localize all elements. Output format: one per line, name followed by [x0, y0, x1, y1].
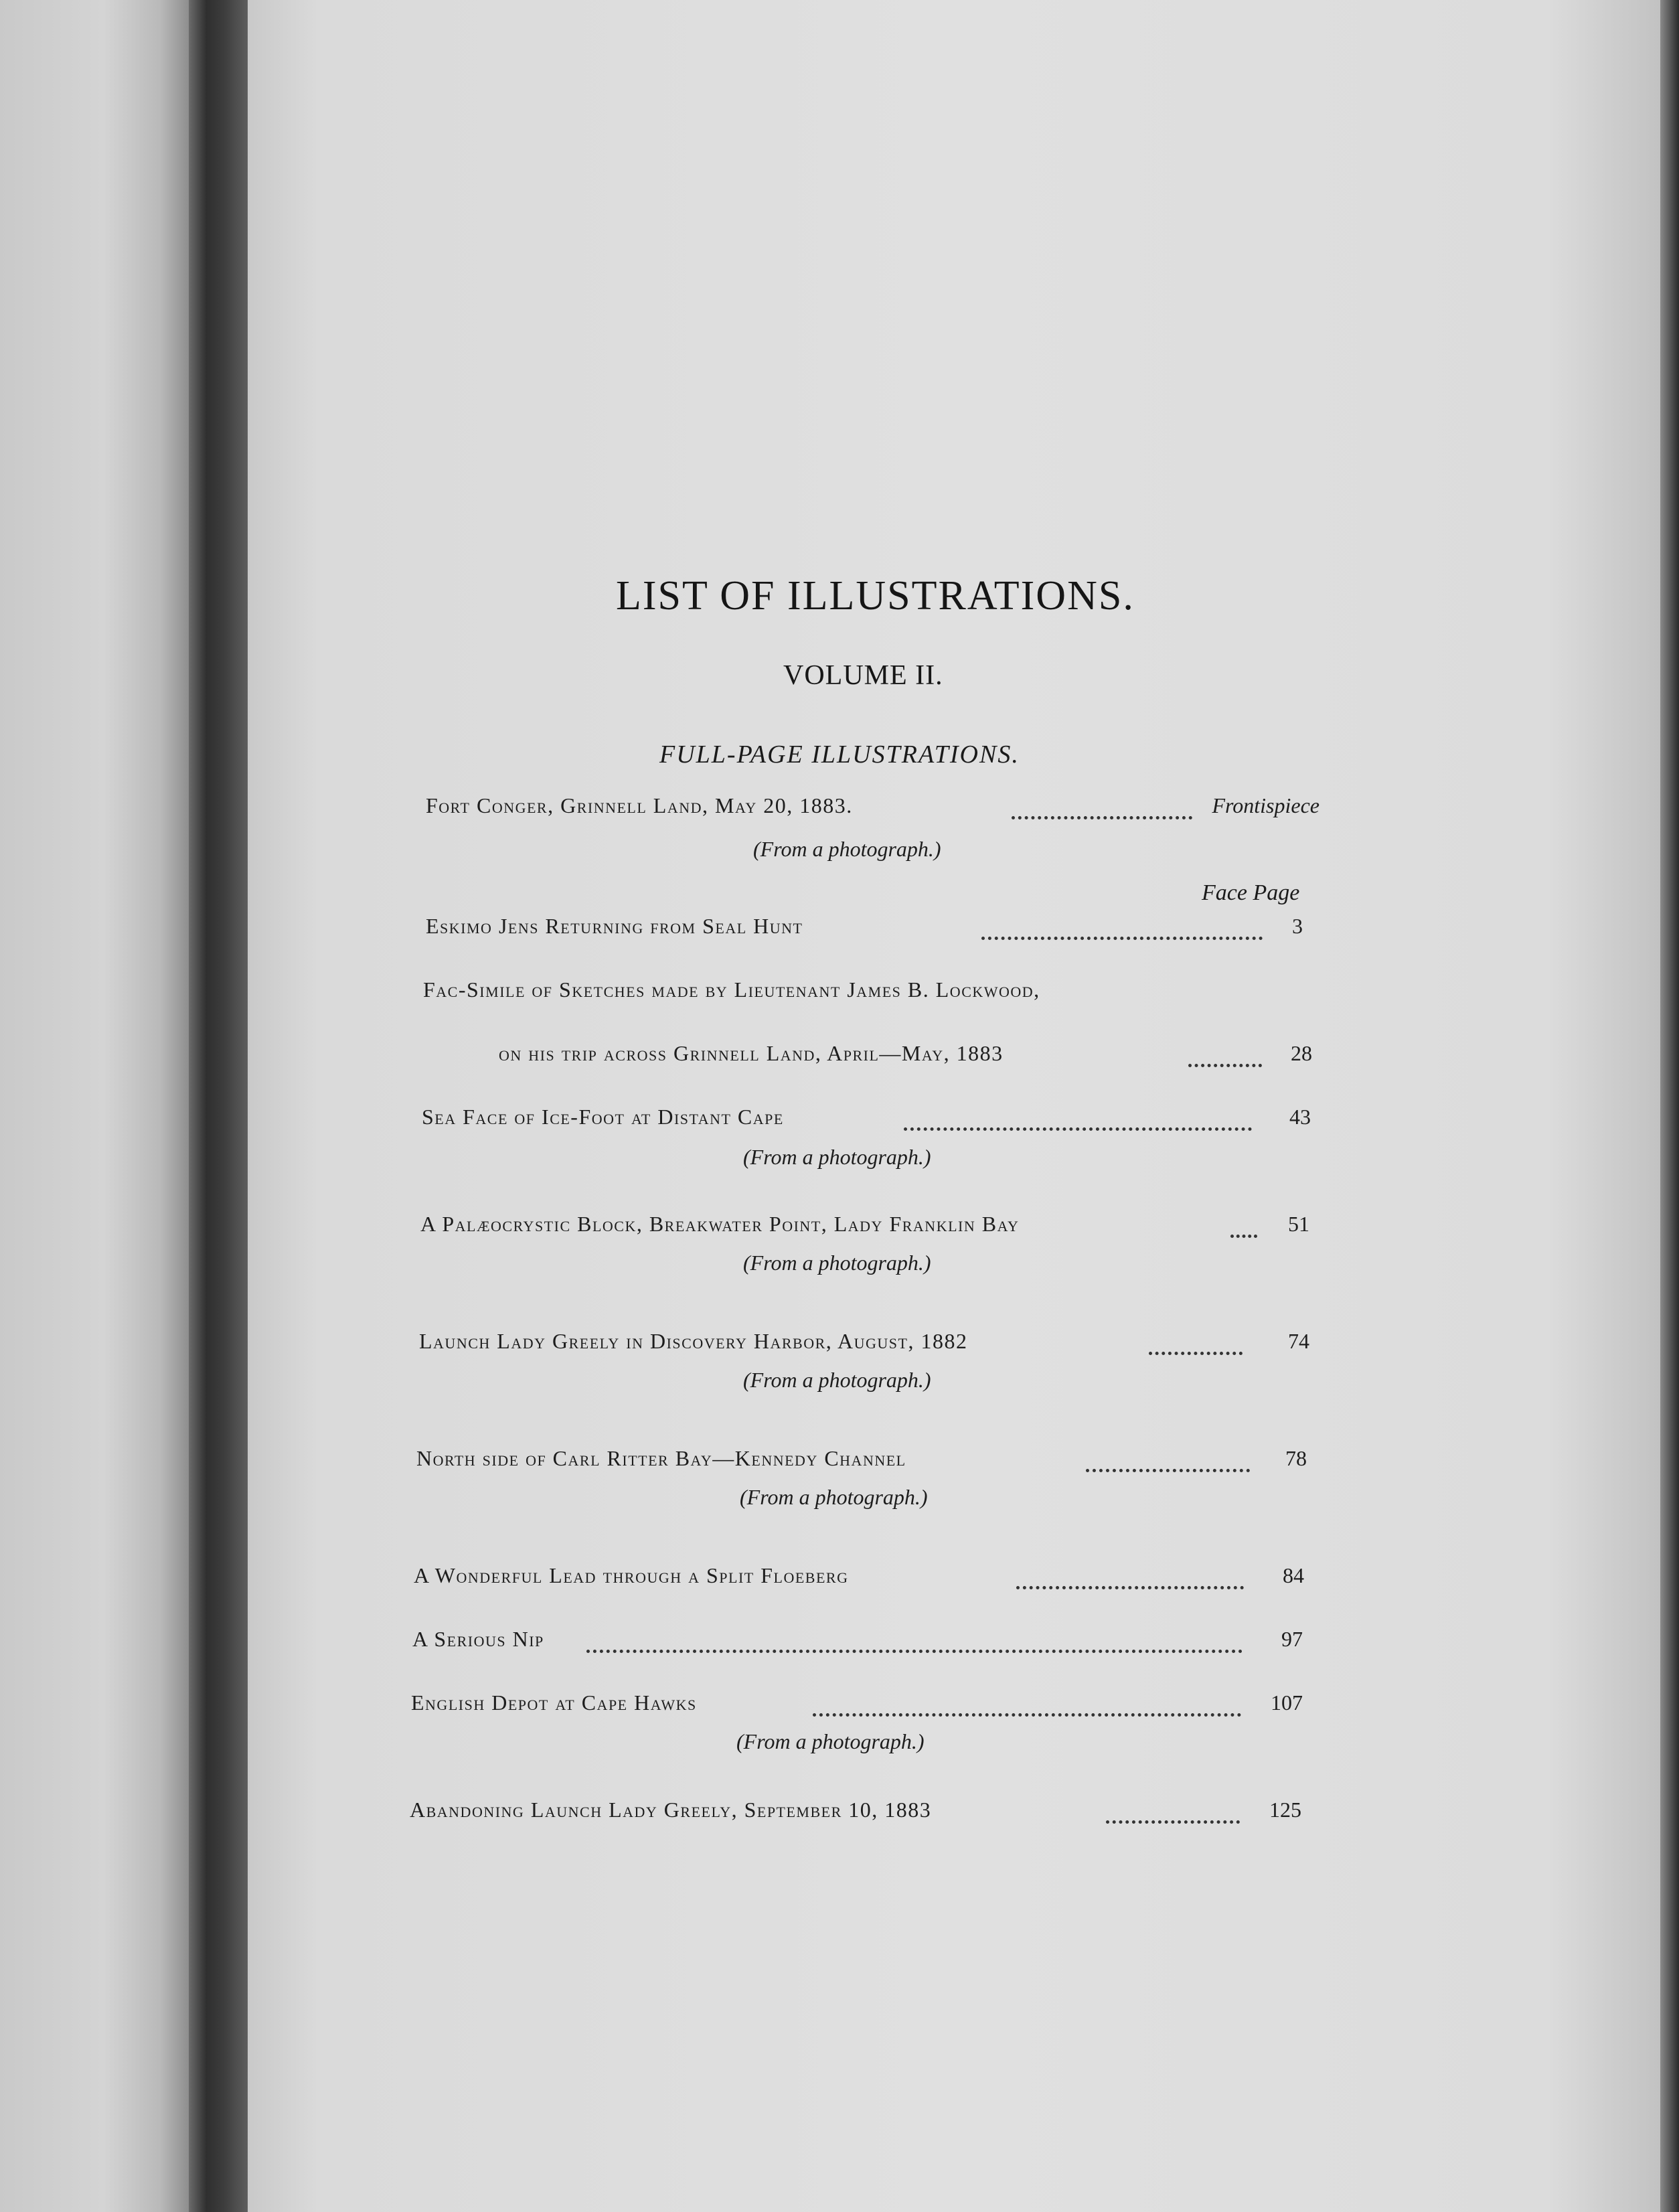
- entry-title: North side of Carl Ritter Bay—Kennedy Channel: [416, 1446, 906, 1470]
- dot-leader: [1016, 1586, 1244, 1589]
- entry-title: Launch Lady Greely in Discovery Harbor, August, 1882: [419, 1329, 968, 1353]
- entry-title: Fac-Simile of Sketches made by Lieutenant James B. Lockwood,: [423, 977, 1040, 1002]
- illustration-entry: [412, 1627, 1303, 1660]
- entry-page: Frontispiece: [1212, 793, 1320, 817]
- source-note: (From a photograph.): [736, 1729, 925, 1753]
- source-note: (From a photograph.): [740, 1485, 928, 1509]
- dot-leader: [981, 937, 1263, 940]
- dot-leader: [1012, 816, 1192, 819]
- volume-heading: VOLUME II.: [783, 660, 943, 691]
- entry-page: 78: [1285, 1446, 1307, 1470]
- illustration-entry: [426, 914, 1303, 947]
- illustration-entry: [410, 1798, 1301, 1831]
- entry-page: 84: [1283, 1563, 1304, 1587]
- entry-page: 107: [1271, 1690, 1303, 1715]
- illustration-entry: [423, 977, 1313, 1011]
- entry-title: English Depot at Cape Hawks: [411, 1690, 697, 1715]
- source-note: (From a photograph.): [743, 1251, 931, 1275]
- entry-title: A Serious Nip: [412, 1627, 544, 1651]
- entry-page: 51: [1288, 1212, 1309, 1236]
- entry-page: 43: [1289, 1105, 1311, 1129]
- source-note: (From a photograph.): [743, 1368, 931, 1392]
- dot-leader: [1188, 1064, 1262, 1067]
- entry-title: on his trip across Grinnell Land, April—May, 1883: [499, 1041, 1004, 1065]
- illustration-entry: [422, 1105, 1311, 1138]
- section-heading: FULL-PAGE ILLUSTRATIONS.: [659, 740, 1020, 769]
- entry-page: 97: [1281, 1627, 1303, 1651]
- page-title: LIST OF ILLUSTRATIONS.: [616, 573, 1135, 619]
- illustration-entry: [426, 793, 1320, 827]
- dot-leader: [813, 1713, 1241, 1717]
- face-page-label: Face Page: [1202, 880, 1300, 905]
- entry-title: Fort Conger, Grinnell Land, May 20, 1883.: [426, 793, 853, 817]
- illustration-entry: [420, 1212, 1309, 1245]
- entry-title: Abandoning Launch Lady Greely, September 10, 1883: [410, 1798, 932, 1822]
- dot-leader: [1149, 1352, 1243, 1355]
- entry-title: A Palæocrystic Block, Breakwater Point, Lady Franklin Bay: [420, 1212, 1020, 1236]
- illustration-entry-continuation: [499, 1041, 1312, 1075]
- illustration-entry: [419, 1329, 1309, 1362]
- dot-leader: [1086, 1469, 1250, 1472]
- dot-leader: [586, 1650, 1243, 1653]
- dot-leader: [904, 1127, 1252, 1131]
- entry-page: 125: [1269, 1798, 1301, 1822]
- entry-page: 3: [1292, 914, 1303, 938]
- source-note: (From a photograph.): [753, 837, 941, 861]
- illustration-entry: [414, 1563, 1304, 1597]
- illustration-entry: [416, 1446, 1307, 1480]
- entry-title: Sea Face of Ice-Foot at Distant Cape: [422, 1105, 784, 1129]
- entry-title: Eskimo Jens Returning from Seal Hunt: [426, 914, 803, 938]
- entry-page: 74: [1288, 1329, 1309, 1353]
- entry-page: 28: [1291, 1041, 1312, 1065]
- dot-leader: [1106, 1820, 1240, 1824]
- source-note: (From a photograph.): [743, 1145, 931, 1169]
- illustration-entry: [411, 1690, 1303, 1724]
- entry-title: A Wonderful Lead through a Split Floeberg: [414, 1563, 849, 1587]
- dot-leader: [1230, 1235, 1257, 1238]
